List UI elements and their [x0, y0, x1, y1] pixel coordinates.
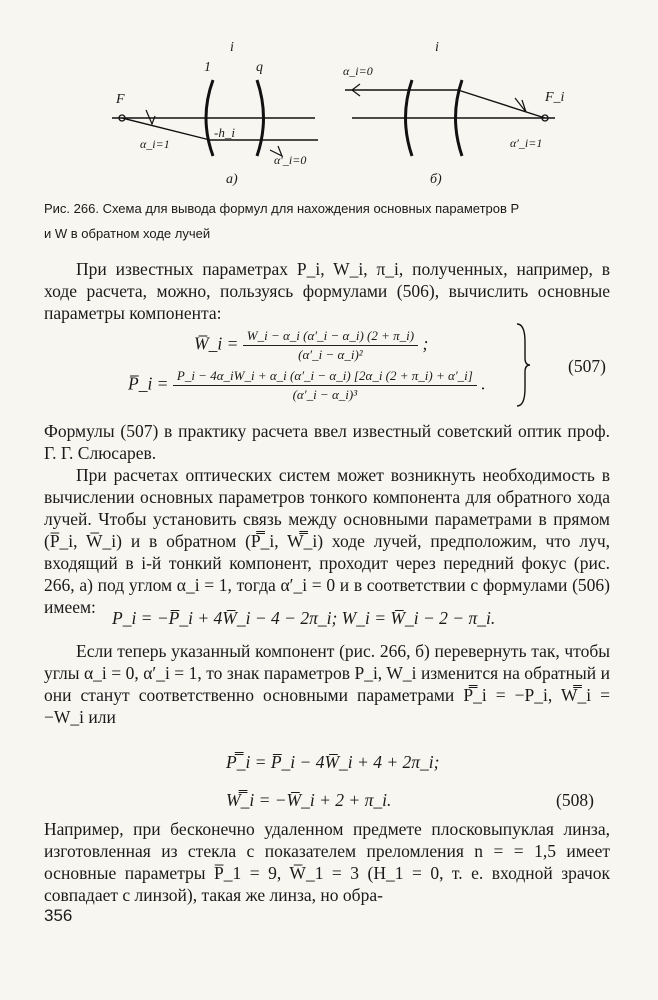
eq507-p-lhs: P̅_i = — [128, 373, 169, 394]
label-alpha-b-bottom: α′_i=1 — [510, 136, 543, 150]
eq507-w-fraction — [243, 328, 418, 363]
paragraph-3: При расчетах оптических систем может возникнуть необходимость в вычислении основных параметров тонкого компонента для обратного хода лучей. Чтобы установить связь между основными параметрами в прямом (P̅_i, W̅_i) и в обратном (P̿_i, W̿_i) ходе лучей, предположим, что луч, входящий в i-й тонкий компонент, проходит через передний фокус (рис. 266, а) под углом α_i = 1, тогда α′_i = 0 и в соответствии с формулами (506) имеем: — [44, 465, 610, 617]
eq507-p-fraction — [173, 368, 477, 403]
label-a: а) — [226, 172, 238, 187]
label-i-b: i — [435, 40, 439, 55]
equation-507-p: P̅_i = $\frac{P\_i - 4\alpha\_iW\_i + \alpha\_i (\alpha'\_i - \alpha\_i) [2\alpha\_i (2 + \pi\_i) + \alpha'\_i]}{\text{(α′\_i − α\_i)³}}$ . — [128, 368, 486, 402]
label-focus-b: F_i — [545, 90, 565, 105]
caption-line-2: и W в обратном ходе лучей — [44, 226, 211, 241]
caption-line-1: Рис. 266. Схема для вывода формул для нахождения основных параметров P — [44, 201, 520, 216]
label-1: 1 — [204, 60, 211, 75]
paragraph-1: При известных параметрах P_i, W_i, π_i, полученных, например, в ходе расчета, можно, пользуясь формулами (506), вычислить основные параметры компонента: — [44, 259, 610, 323]
label-focus-a: F — [116, 92, 125, 107]
equation-direct: P_i = −P̅_i + 4W̅_i − 4 − 2π_i; W_i = W̅_i − 2 − π_i. — [112, 608, 496, 628]
eq507-p-denominator: (α′_i − α_i)³ — [292, 387, 358, 402]
paragraph-5: Например, при бесконечно удаленном предмете плосковыпуклая линза, изготовленная из стекла с показателем преломления n = = 1,5 имеет основные параметры P̅_1 = 9, W̅_1 = 3 (H_1 = 0, т. е. входной зрачок совпадает с линзой), такая же линза, но обра- — [44, 819, 610, 905]
eq507-w-denominator: (α′_i − α_i)² — [298, 347, 363, 362]
label-alpha-b-top: α_i=0 — [343, 64, 373, 78]
label-q: q — [256, 60, 263, 75]
arrow-a1 — [146, 110, 155, 124]
eq507-p-numerator: P_i − 4α_iW_i + α_i (α′_i − α_i) [2α_i (2 + π_i) + α′_i] — [173, 368, 477, 386]
equation-508-p: P̿_i = P̅_i − 4W̅_i + 4 + 2π_i; — [226, 752, 440, 772]
equation-brace — [515, 322, 531, 408]
equation-507-w: W̅_i = $\frac{W\_i - \alpha\_i (\alpha'\_i - \alpha\_i) (2 + \pi\_i)}{\text{(α′\_i − α\_i)²}}$ ; — [194, 328, 429, 362]
equation-508-w: W̿_i = −W̅_i + 2 + π_i. — [226, 790, 392, 810]
label-alpha-out: α′_i=0 — [274, 153, 307, 167]
figure-caption — [44, 196, 624, 246]
paragraph-2: Формулы (507) в практику расчета ввел известный советский оптик проф. Г. Г. Слюсарев. — [44, 421, 610, 463]
paragraph-4: Если теперь указанный компонент (рис. 266, б) перевернуть так, чтобы углы α_i = 0, α′_i = 1, то знак параметров P_i, W_i изменится на обратный и они станут соответственно основными параметрами P̿_i = −P_i, W̿_i = −W_i или — [44, 641, 610, 727]
label-alpha-in: α_i=1 — [140, 137, 170, 151]
ray-in-b — [458, 90, 545, 118]
equation-number-508: (508) — [556, 790, 594, 810]
figure-266 — [0, 0, 658, 195]
label-b: б) — [430, 172, 442, 187]
equation-number-507: (507) — [568, 356, 606, 376]
page-number: 356 — [44, 906, 73, 925]
eq507-w-numerator: W_i − α_i (α′_i − α_i) (2 + π_i) — [243, 328, 418, 346]
label-h: -h_i — [214, 125, 235, 140]
label-i-a: i — [230, 40, 234, 55]
eq507-w-lhs: W̅_i = — [194, 333, 239, 354]
